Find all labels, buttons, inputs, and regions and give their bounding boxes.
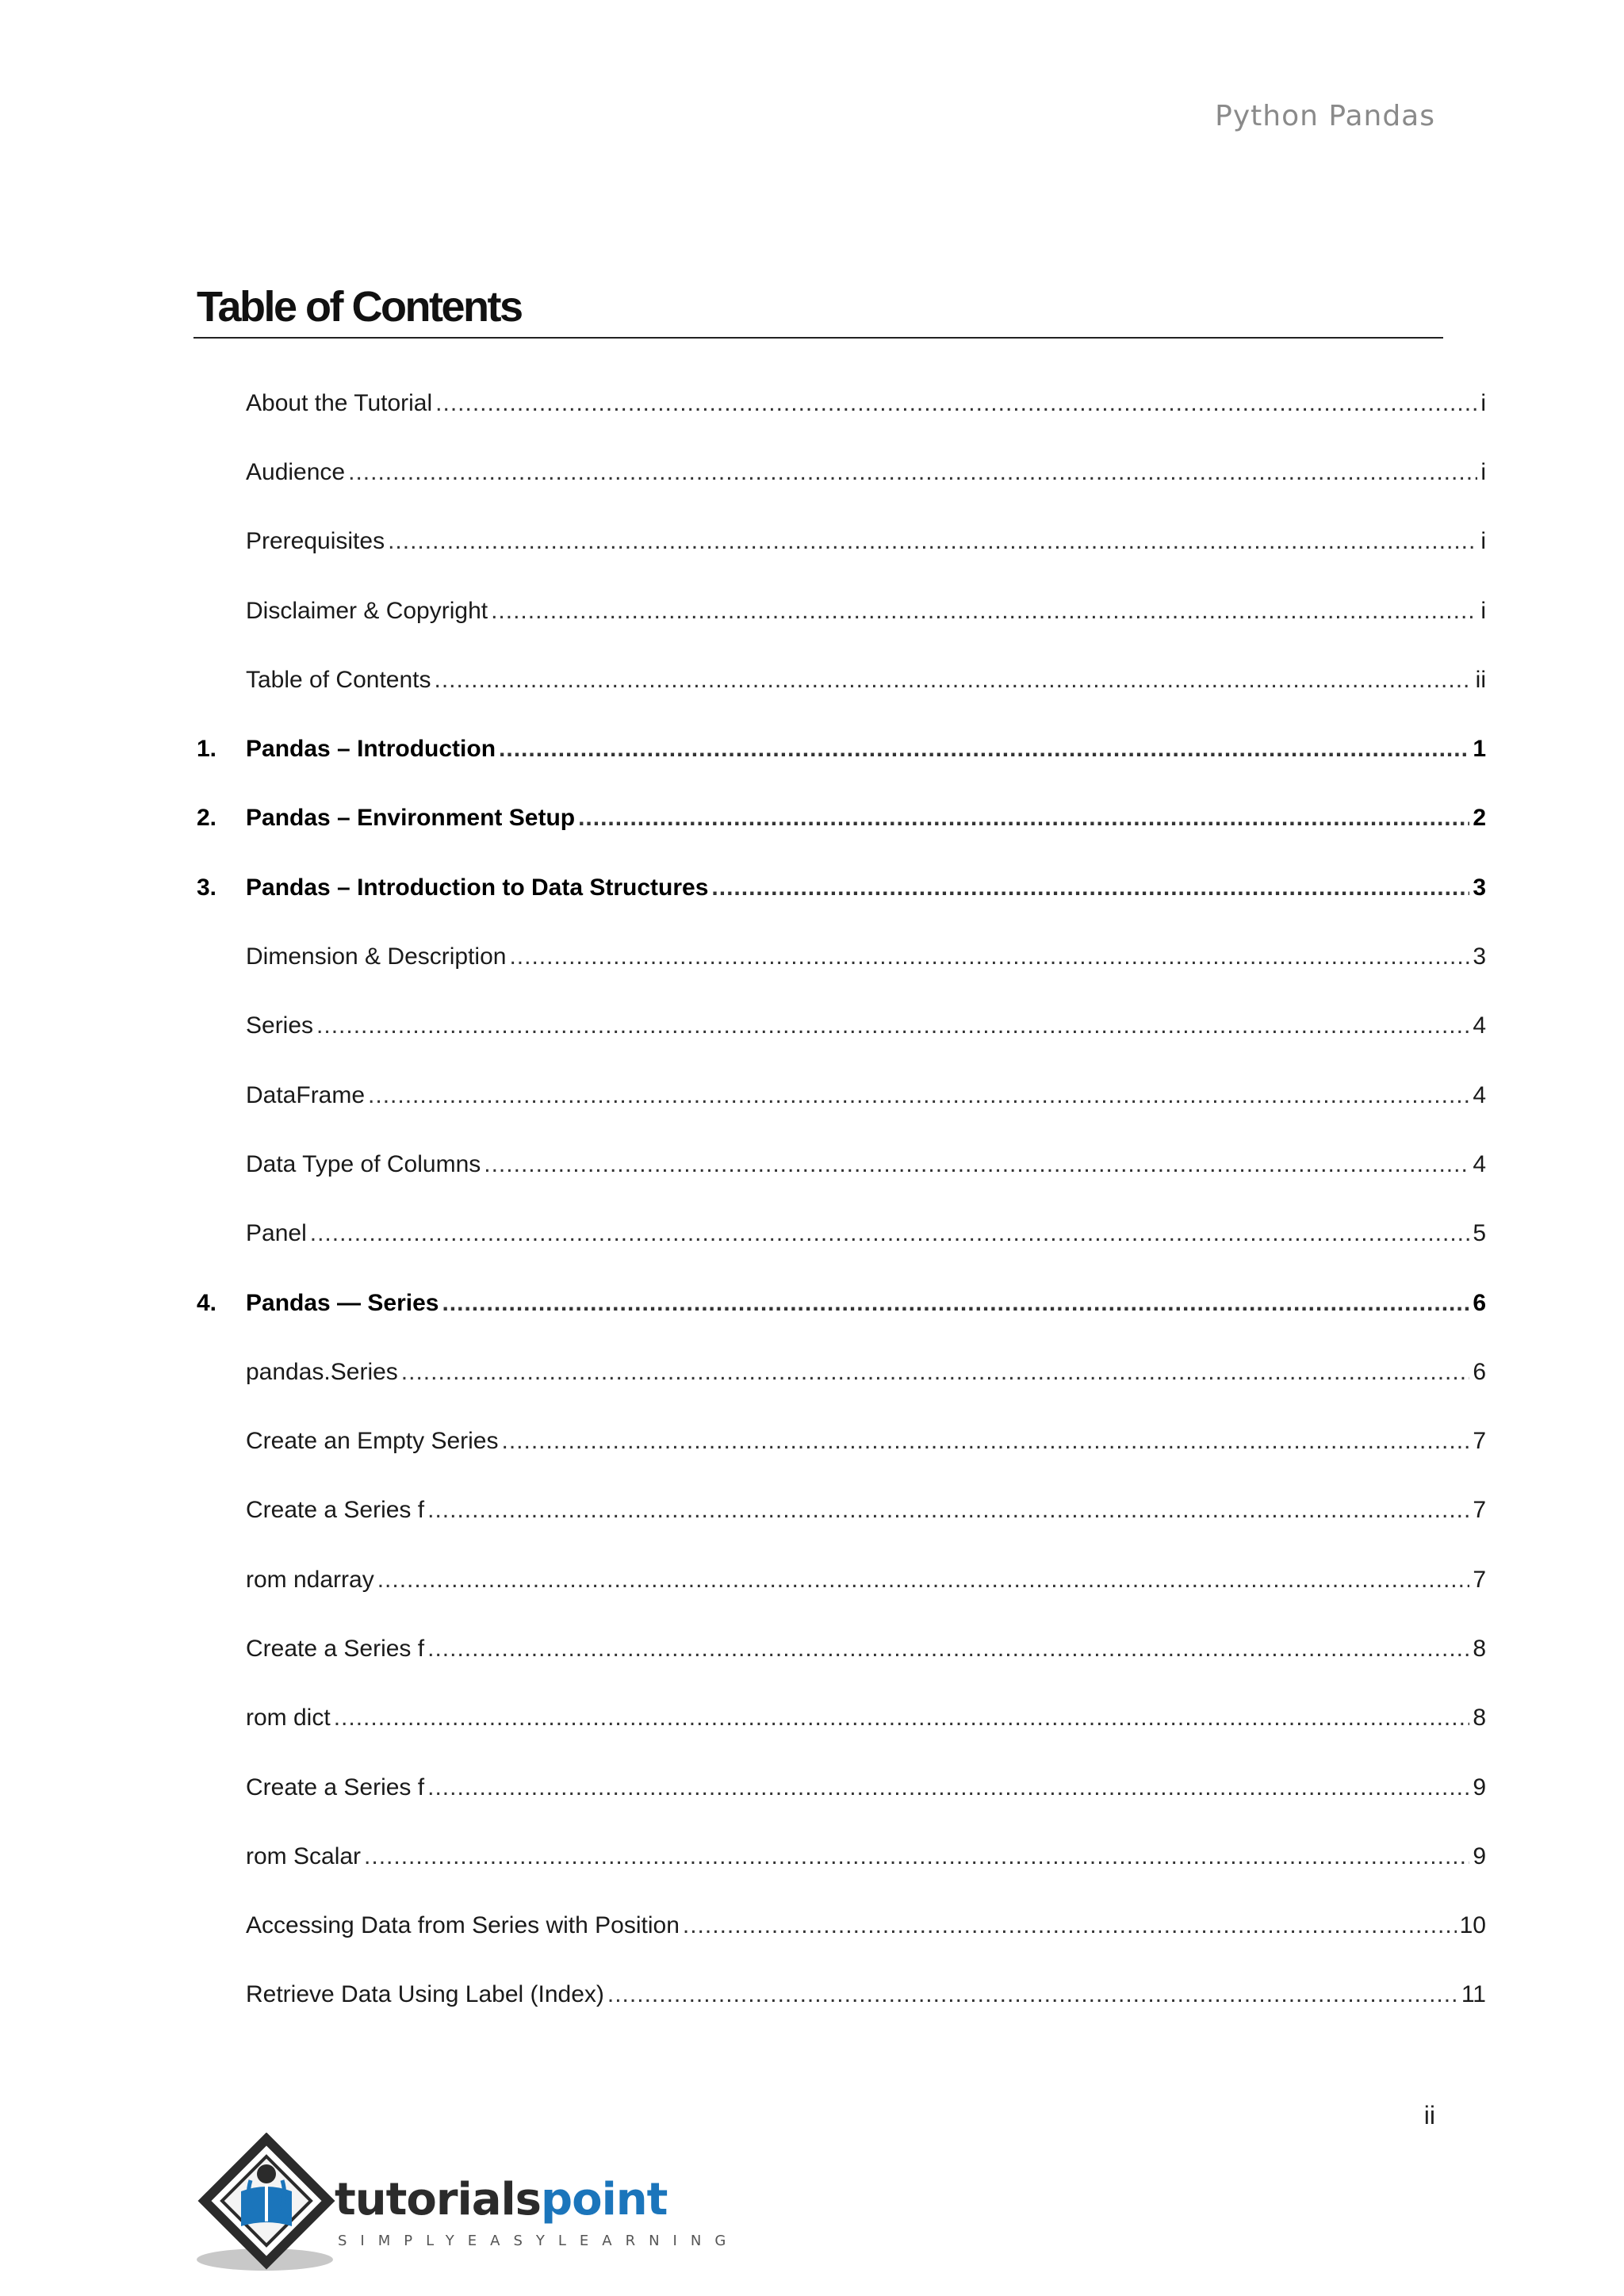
toc-chapter-entry[interactable] (197, 853, 1486, 922)
toc-entry-number: 4. (197, 1289, 217, 1316)
logo-wordmark (335, 2174, 667, 2225)
toc-dot-leader (427, 1636, 1469, 1663)
toc-entry[interactable] (197, 922, 1486, 991)
toc-entry-label: rom ndarray (246, 1566, 374, 1593)
logo-wordmark-part1: tutorials (335, 2174, 542, 2225)
toc-dot-leader (401, 1359, 1470, 1386)
toc-entry-body (246, 736, 1486, 763)
toc-entry-page: 3 (1473, 874, 1486, 901)
toc-dot-leader (683, 1912, 1457, 1939)
toc-entry[interactable] (197, 1545, 1486, 1614)
toc-entry-label: Prerequisites (246, 528, 385, 555)
toc-entry-page: 4 (1473, 1012, 1486, 1039)
toc-dot-leader (364, 1843, 1469, 1870)
toc-entry-page: 2 (1473, 805, 1486, 832)
tutorialspoint-logo-icon (195, 2133, 338, 2275)
toc-entry-body (246, 943, 1486, 970)
page-number: ii (1423, 2101, 1435, 2130)
toc-entry-label: DataFrame (246, 1081, 366, 1108)
toc-entry-page: 6 (1473, 1289, 1486, 1316)
toc-entry-page: 8 (1473, 1635, 1486, 1662)
page-title: Table of Contents (197, 283, 522, 331)
toc-entry-label: Pandas – Environment Setup (246, 805, 576, 832)
running-header: Python Pandas (1215, 100, 1435, 132)
toc-entry[interactable] (197, 1061, 1486, 1130)
toc-dot-leader (435, 390, 1477, 417)
toc-entry-page: 6 (1473, 1358, 1486, 1385)
toc-entry-body (246, 1705, 1486, 1732)
toc-entry-page: 11 (1461, 1981, 1486, 2008)
toc-entry[interactable] (197, 576, 1486, 645)
toc-entry-body (246, 1497, 1486, 1524)
toc-entry[interactable] (197, 1822, 1486, 1891)
toc-dot-leader (334, 1705, 1470, 1732)
toc-entry-label: About the Tutorial (246, 389, 433, 416)
toc-entry-body (246, 805, 1486, 832)
toc-entry-page: ii (1475, 666, 1486, 693)
toc-entry-label: rom dict (246, 1705, 331, 1732)
toc-entry-body (246, 1082, 1486, 1109)
toc-entry-label: Pandas — Series (246, 1289, 439, 1316)
toc-dot-leader (348, 459, 1477, 486)
toc-entry-number: 2. (197, 805, 217, 832)
toc-entry-page: 10 (1459, 1912, 1486, 1939)
toc-entry-page: i (1480, 389, 1486, 416)
toc-entry-page: i (1480, 528, 1486, 555)
logo-wordmark-part2: point (541, 2174, 668, 2225)
logo-tagline: SIMPLYEASYLEARNING (338, 2233, 740, 2249)
toc-entry-label: Data Type of Columns (246, 1150, 481, 1177)
toc-entry-body (246, 390, 1486, 417)
tutorialspoint-logo (195, 2133, 740, 2275)
title-divider (193, 337, 1443, 339)
toc-dot-leader (578, 805, 1469, 832)
toc-entry-page: 7 (1473, 1428, 1486, 1455)
toc-entry[interactable] (197, 1406, 1486, 1475)
toc-entry-label: Panel (246, 1220, 307, 1247)
toc-entry-body (246, 1428, 1486, 1455)
toc-entry[interactable] (197, 1961, 1486, 2030)
toc-entry-page: 7 (1473, 1566, 1486, 1593)
toc-entry-page: 9 (1473, 1843, 1486, 1869)
toc-entry-body (246, 598, 1486, 625)
toc-entry-label: pandas.Series (246, 1358, 398, 1385)
toc-entry-body (246, 1774, 1486, 1801)
toc-entry-label: Create a Series f (246, 1774, 425, 1800)
toc-dot-leader (501, 1428, 1469, 1455)
toc-entry[interactable] (197, 438, 1486, 507)
toc-entry[interactable] (197, 1200, 1486, 1269)
toc-entry[interactable] (197, 1684, 1486, 1753)
toc-entry-label: Create an Empty Series (246, 1428, 499, 1455)
toc-chapter-entry[interactable] (197, 1269, 1486, 1337)
toc-entry-label: Disclaimer & Copyright (246, 597, 488, 624)
toc-entry-body (246, 1220, 1486, 1247)
toc-entry-page: 4 (1473, 1150, 1486, 1177)
toc-entry-body (246, 874, 1486, 901)
toc-entry-label: Audience (246, 458, 346, 485)
toc-dot-leader (434, 667, 1472, 694)
toc-entry-body (246, 459, 1486, 486)
toc-dot-leader (427, 1774, 1469, 1801)
toc-entry-body (246, 1912, 1486, 1939)
toc-entry-body (246, 1151, 1486, 1178)
toc-entry[interactable] (197, 369, 1486, 438)
toc-dot-leader (427, 1497, 1469, 1524)
toc-entry-body (246, 1290, 1486, 1317)
toc-entry-label: Pandas – Introduction (246, 736, 496, 763)
toc-dot-leader (310, 1220, 1470, 1247)
toc-dot-leader (607, 1981, 1458, 2008)
toc-entry-label: Table of Contents (246, 666, 431, 693)
toc-entry-label: Retrieve Data Using Label (Index) (246, 1981, 604, 2008)
toc-dot-leader (442, 1290, 1469, 1317)
toc-entry[interactable] (197, 1614, 1486, 1683)
toc-dot-leader (368, 1082, 1469, 1109)
toc-entry-label: Series (246, 1012, 314, 1039)
toc-entry-page: 5 (1473, 1220, 1486, 1247)
toc-dot-leader (491, 598, 1477, 625)
toc-entry[interactable] (197, 1337, 1486, 1406)
toc-entry[interactable] (197, 507, 1486, 576)
toc-entry-label: Pandas – Introduction to Data Structures (246, 874, 709, 901)
toc-entry[interactable] (197, 992, 1486, 1061)
toc-entry-label: Create a Series f (246, 1635, 425, 1662)
toc-chapter-entry[interactable] (197, 714, 1486, 783)
toc-entry-number: 3. (197, 874, 217, 901)
toc-entry[interactable] (197, 1476, 1486, 1545)
toc-entry-page: i (1480, 458, 1486, 485)
toc-entry-label: Accessing Data from Series with Position (246, 1912, 680, 1939)
toc-entry-label: Create a Series f (246, 1497, 425, 1524)
toc-entry-body (246, 667, 1486, 694)
toc-chapter-entry[interactable] (197, 784, 1486, 853)
toc-entry[interactable] (197, 1892, 1486, 1961)
toc-dot-leader (711, 874, 1469, 901)
toc-entry-body (246, 1012, 1486, 1039)
toc-entry-page: 4 (1473, 1081, 1486, 1108)
toc-dot-leader (388, 528, 1477, 555)
toc-entry-page: 9 (1473, 1774, 1486, 1800)
toc-entry-page: 1 (1473, 736, 1486, 763)
toc-list (197, 369, 1486, 2030)
toc-entry-body (246, 528, 1486, 555)
toc-entry-body (246, 1981, 1486, 2008)
toc-entry-body (246, 1567, 1486, 1594)
toc-entry[interactable] (197, 1753, 1486, 1822)
toc-entry-page: i (1480, 597, 1486, 624)
toc-entry-body (246, 1843, 1486, 1870)
toc-entry-label: rom Scalar (246, 1843, 362, 1869)
toc-entry-body (246, 1359, 1486, 1386)
toc-dot-leader (484, 1151, 1469, 1178)
toc-entry-page: 8 (1473, 1705, 1486, 1732)
toc-entry[interactable] (197, 1130, 1486, 1199)
toc-dot-leader (316, 1012, 1469, 1039)
toc-entry-page: 7 (1473, 1497, 1486, 1524)
toc-dot-leader (377, 1567, 1470, 1594)
toc-entry[interactable] (197, 645, 1486, 714)
toc-entry-body (246, 1636, 1486, 1663)
toc-entry-page: 3 (1473, 943, 1486, 970)
toc-entry-number: 1. (197, 736, 217, 763)
toc-entry-label: Dimension & Description (246, 943, 507, 970)
toc-dot-leader (499, 736, 1469, 763)
toc-dot-leader (509, 943, 1469, 970)
